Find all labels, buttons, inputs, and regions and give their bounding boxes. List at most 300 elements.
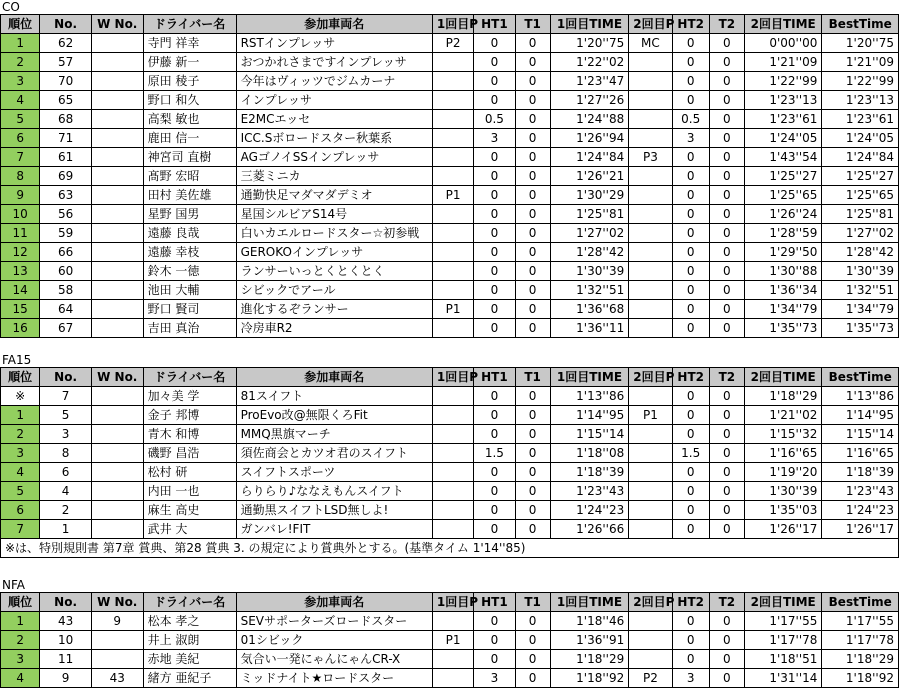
cell-run1-time: 1'30''39 (550, 262, 629, 281)
cell-rank: 16 (1, 319, 40, 338)
cell-driver-name: 吉田 真治 (143, 319, 236, 338)
cell-run2-penalty: P1 (629, 406, 672, 425)
section-title: CO (2, 0, 20, 14)
table-header-row (1, 593, 899, 612)
cell-run1-ht: 0 (474, 167, 515, 186)
cell-rank: 7 (1, 148, 40, 167)
cell-run2-t: 0 (709, 387, 744, 406)
cell-best-time: 1'18''92 (822, 669, 899, 688)
cell-best-time: 1'23''43 (822, 482, 899, 501)
cell-run1-t: 0 (515, 167, 550, 186)
cell-w-number (91, 631, 143, 650)
cell-run2-t: 0 (709, 501, 744, 520)
table-row (1, 463, 899, 482)
cell-run2-t: 0 (709, 167, 744, 186)
table-row (1, 53, 899, 72)
cell-rank: 13 (1, 262, 40, 281)
table-row (1, 281, 899, 300)
cell-run1-t: 0 (515, 425, 550, 444)
cell-w-number (91, 243, 143, 262)
cell-best-time: 1'15''14 (822, 425, 899, 444)
cell-best-time: 1'18''29 (822, 650, 899, 669)
cell-car-number: 43 (40, 612, 92, 631)
cell-run2-time: 1'16''65 (744, 444, 822, 463)
cell-car-number: 5 (40, 406, 92, 425)
cell-run2-t: 0 (709, 319, 744, 338)
column-header-run1-t: T1 (515, 15, 550, 34)
cell-best-time: 1'16''65 (822, 444, 899, 463)
cell-run2-penalty (629, 262, 672, 281)
results-table (0, 14, 899, 338)
cell-rank: 4 (1, 669, 40, 688)
cell-car-name: SEVサポーターズロードスター (236, 612, 432, 631)
cell-car-number: 61 (40, 148, 92, 167)
cell-w-number (91, 72, 143, 91)
cell-run1-time: 1'20''75 (550, 34, 629, 53)
cell-run1-ht: 0 (474, 281, 515, 300)
cell-driver-name: 髙野 宏昭 (143, 167, 236, 186)
cell-car-number: 4 (40, 482, 92, 501)
cell-run1-penalty (432, 387, 473, 406)
table-row (1, 319, 899, 338)
cell-run2-time: 1'30''88 (744, 262, 822, 281)
cell-run1-penalty (432, 224, 473, 243)
cell-run2-penalty (629, 300, 672, 319)
cell-run2-time: 1'17''55 (744, 612, 822, 631)
cell-rank: 3 (1, 72, 40, 91)
table-row (1, 482, 899, 501)
cell-run1-t: 0 (515, 53, 550, 72)
cell-run2-time: 1'24''05 (744, 129, 822, 148)
cell-driver-name: 赤地 美紀 (143, 650, 236, 669)
cell-car-name: 進化するぞランサー (236, 300, 432, 319)
cell-run2-ht: 0 (672, 205, 709, 224)
cell-run1-t: 0 (515, 91, 550, 110)
cell-run1-time: 1'24''23 (550, 501, 629, 520)
cell-run1-penalty (432, 406, 473, 425)
cell-run1-t: 0 (515, 319, 550, 338)
cell-car-name: らりらり♪ななえもんスイフト (236, 482, 432, 501)
cell-run1-t: 0 (515, 243, 550, 262)
cell-run1-time: 1'18''92 (550, 669, 629, 688)
cell-driver-name: 遠藤 良哉 (143, 224, 236, 243)
column-header-run1-ht: HT1 (474, 15, 515, 34)
results-table (0, 367, 899, 558)
cell-run2-ht: 0 (672, 650, 709, 669)
column-header-driver-name: ドライバー名 (143, 368, 236, 387)
column-header-rank: 順位 (1, 15, 40, 34)
results-table (0, 592, 899, 688)
cell-run2-time: 1'18''29 (744, 387, 822, 406)
cell-run1-ht: 0 (474, 612, 515, 631)
cell-run1-time: 1'18''46 (550, 612, 629, 631)
cell-run1-penalty (432, 205, 473, 224)
cell-w-number (91, 281, 143, 300)
cell-car-name: ProEvo改@無限くろFit (236, 406, 432, 425)
column-header-run2-time: 2回目TIME (744, 593, 822, 612)
cell-run2-penalty (629, 319, 672, 338)
section-nfa (0, 578, 899, 688)
cell-best-time: 1'17''78 (822, 631, 899, 650)
table-header-row (1, 368, 899, 387)
cell-driver-name: 井上 淑朗 (143, 631, 236, 650)
cell-run2-t: 0 (709, 612, 744, 631)
cell-car-name: E2MCエッセ (236, 110, 432, 129)
cell-run2-t: 0 (709, 444, 744, 463)
cell-run2-time: 1'35''03 (744, 501, 822, 520)
cell-run2-ht: 0 (672, 34, 709, 53)
cell-run2-t: 0 (709, 482, 744, 501)
cell-run2-ht: 0 (672, 463, 709, 482)
column-header-run1-penalty: 1回目P (432, 368, 473, 387)
note-row (1, 539, 899, 558)
cell-run1-time: 1'27''02 (550, 224, 629, 243)
cell-rank: 11 (1, 224, 40, 243)
cell-rank: 1 (1, 34, 40, 53)
column-header-rank: 順位 (1, 368, 40, 387)
column-header-car-name: 参加車両名 (236, 593, 432, 612)
cell-best-time: 1'34''79 (822, 300, 899, 319)
table-row (1, 612, 899, 631)
cell-car-name: 冷房車R2 (236, 319, 432, 338)
table-row (1, 406, 899, 425)
cell-w-number (91, 319, 143, 338)
cell-w-number (91, 520, 143, 539)
cell-run2-ht: 0 (672, 243, 709, 262)
cell-run2-ht: 0 (672, 406, 709, 425)
cell-car-name: おつかれさまですインプレッサ (236, 53, 432, 72)
cell-run1-ht: 0 (474, 186, 515, 205)
cell-run1-ht: 0 (474, 224, 515, 243)
column-header-run1-penalty: 1回目P (432, 15, 473, 34)
cell-car-name: MMQ黒旗マーチ (236, 425, 432, 444)
cell-w-number (91, 406, 143, 425)
column-header-run1-ht: HT1 (474, 593, 515, 612)
cell-run2-t: 0 (709, 72, 744, 91)
cell-run2-time: 1'15''32 (744, 425, 822, 444)
cell-run1-t: 0 (515, 148, 550, 167)
cell-run2-ht: 0 (672, 262, 709, 281)
cell-driver-name: 麻生 高史 (143, 501, 236, 520)
cell-run1-time: 1'18''08 (550, 444, 629, 463)
cell-car-name: 三菱ミニカ (236, 167, 432, 186)
cell-rank: 2 (1, 425, 40, 444)
cell-run1-penalty (432, 319, 473, 338)
footnote: ※は、特別規則書 第7章 賞典、第28 賞典 3. の規定により賞典外とする。(基準タイム 1'14''85) (1, 539, 899, 558)
cell-w-number (91, 205, 143, 224)
cell-run1-penalty (432, 53, 473, 72)
cell-run1-time: 1'36''11 (550, 319, 629, 338)
cell-run1-ht: 0 (474, 425, 515, 444)
section-fa15 (0, 353, 899, 558)
cell-driver-name: 神宮司 直樹 (143, 148, 236, 167)
cell-car-name: 81スイフト (236, 387, 432, 406)
cell-run2-ht: 0 (672, 612, 709, 631)
cell-w-number (91, 501, 143, 520)
cell-run2-penalty (629, 612, 672, 631)
cell-run1-time: 1'30''29 (550, 186, 629, 205)
cell-run2-t: 0 (709, 425, 744, 444)
table-row (1, 262, 899, 281)
cell-run2-penalty: MC (629, 34, 672, 53)
table-row (1, 444, 899, 463)
cell-run1-penalty: P1 (432, 186, 473, 205)
cell-run2-penalty (629, 110, 672, 129)
cell-run2-ht: 0 (672, 281, 709, 300)
cell-car-name: RSTインプレッサ (236, 34, 432, 53)
cell-rank: 5 (1, 482, 40, 501)
cell-run2-t: 0 (709, 520, 744, 539)
cell-run1-time: 1'26''21 (550, 167, 629, 186)
cell-run1-time: 1'15''14 (550, 425, 629, 444)
cell-run1-t: 0 (515, 612, 550, 631)
cell-run2-time: 1'22''99 (744, 72, 822, 91)
cell-w-number (91, 224, 143, 243)
cell-rank: 7 (1, 520, 40, 539)
cell-run2-penalty (629, 425, 672, 444)
cell-driver-name: 星野 国男 (143, 205, 236, 224)
cell-run1-ht: 0 (474, 148, 515, 167)
cell-car-number: 9 (40, 669, 92, 688)
cell-driver-name: 金子 邦博 (143, 406, 236, 425)
cell-run2-penalty (629, 631, 672, 650)
column-header-run1-ht: HT1 (474, 368, 515, 387)
cell-rank: 12 (1, 243, 40, 262)
cell-car-number: 2 (40, 501, 92, 520)
cell-run2-time: 1'21''02 (744, 406, 822, 425)
cell-best-time: 1'21''09 (822, 53, 899, 72)
cell-best-time: 1'24''23 (822, 501, 899, 520)
cell-run1-ht: 3 (474, 669, 515, 688)
cell-run2-penalty (629, 53, 672, 72)
column-header-car-name: 参加車両名 (236, 368, 432, 387)
cell-run1-t: 0 (515, 262, 550, 281)
column-header-car-name: 参加車両名 (236, 15, 432, 34)
cell-run2-penalty (629, 91, 672, 110)
cell-best-time: 1'25''81 (822, 205, 899, 224)
table-row (1, 387, 899, 406)
cell-rank: 4 (1, 463, 40, 482)
cell-run1-t: 0 (515, 224, 550, 243)
cell-run2-time: 1'23''61 (744, 110, 822, 129)
column-header-car-number: No. (40, 15, 92, 34)
cell-w-number (91, 53, 143, 72)
table-row (1, 243, 899, 262)
cell-car-number: 70 (40, 72, 92, 91)
cell-car-number: 57 (40, 53, 92, 72)
column-header-car-number: No. (40, 368, 92, 387)
column-header-driver-name: ドライバー名 (143, 593, 236, 612)
cell-run2-ht: 0 (672, 501, 709, 520)
cell-run2-time: 1'29''50 (744, 243, 822, 262)
column-header-run1-t: T1 (515, 368, 550, 387)
cell-run2-penalty (629, 186, 672, 205)
cell-run1-ht: 0 (474, 650, 515, 669)
cell-best-time: 1'27''02 (822, 224, 899, 243)
cell-rank: 6 (1, 501, 40, 520)
cell-run1-time: 1'24''88 (550, 110, 629, 129)
cell-best-time: 1'26''17 (822, 520, 899, 539)
cell-run1-t: 0 (515, 669, 550, 688)
cell-car-number: 8 (40, 444, 92, 463)
table-row (1, 300, 899, 319)
cell-rank: 6 (1, 129, 40, 148)
cell-run2-time: 1'23''13 (744, 91, 822, 110)
table-row (1, 669, 899, 688)
column-header-w-number: W No. (91, 15, 143, 34)
cell-rank: 2 (1, 53, 40, 72)
column-header-run2-ht: HT2 (672, 368, 709, 387)
cell-run1-t: 0 (515, 300, 550, 319)
cell-run1-t: 0 (515, 129, 550, 148)
cell-run1-ht: 0 (474, 205, 515, 224)
column-header-run2-time: 2回目TIME (744, 368, 822, 387)
cell-car-number: 58 (40, 281, 92, 300)
cell-car-number: 69 (40, 167, 92, 186)
cell-driver-name: 田村 美佐雄 (143, 186, 236, 205)
cell-run1-penalty (432, 91, 473, 110)
cell-run1-ht: 0 (474, 243, 515, 262)
cell-run1-ht: 0 (474, 520, 515, 539)
cell-run2-t: 0 (709, 224, 744, 243)
cell-run1-t: 0 (515, 281, 550, 300)
cell-run2-penalty (629, 387, 672, 406)
table-row (1, 224, 899, 243)
cell-driver-name: 武井 大 (143, 520, 236, 539)
cell-run1-time: 1'24''84 (550, 148, 629, 167)
cell-run1-time: 1'27''26 (550, 91, 629, 110)
column-header-best-time: BestTime (822, 593, 899, 612)
cell-run1-t: 0 (515, 463, 550, 482)
cell-driver-name: 緒方 亜紀子 (143, 669, 236, 688)
cell-run2-t: 0 (709, 262, 744, 281)
cell-run1-t: 0 (515, 501, 550, 520)
cell-car-number: 67 (40, 319, 92, 338)
cell-rank: 15 (1, 300, 40, 319)
cell-run1-ht: 0 (474, 262, 515, 281)
column-header-run2-time: 2回目TIME (744, 15, 822, 34)
cell-best-time: 1'17''55 (822, 612, 899, 631)
column-header-w-number: W No. (91, 593, 143, 612)
cell-driver-name: 池田 大輔 (143, 281, 236, 300)
cell-run2-penalty (629, 224, 672, 243)
cell-run1-ht: 0 (474, 53, 515, 72)
section-co (0, 0, 899, 338)
cell-run1-time: 1'25''81 (550, 205, 629, 224)
table-row (1, 72, 899, 91)
table-row (1, 167, 899, 186)
cell-run2-ht: 0 (672, 387, 709, 406)
cell-rank: 8 (1, 167, 40, 186)
cell-run2-t: 0 (709, 186, 744, 205)
cell-run2-penalty (629, 167, 672, 186)
cell-car-name: 通勤黒スイフトLSD無しよ! (236, 501, 432, 520)
cell-run1-penalty (432, 669, 473, 688)
cell-run2-t: 0 (709, 129, 744, 148)
cell-run2-ht: 0 (672, 186, 709, 205)
cell-best-time: 1'35''73 (822, 319, 899, 338)
cell-run1-penalty (432, 243, 473, 262)
cell-run2-time: 1'19''20 (744, 463, 822, 482)
column-header-run1-time: 1回目TIME (550, 593, 629, 612)
cell-run1-ht: 0.5 (474, 110, 515, 129)
cell-w-number (91, 387, 143, 406)
cell-run1-penalty: P1 (432, 300, 473, 319)
cell-run2-time: 1'31''14 (744, 669, 822, 688)
cell-run1-penalty (432, 167, 473, 186)
cell-car-number: 1 (40, 520, 92, 539)
cell-run1-ht: 0 (474, 300, 515, 319)
cell-rank: ※ (1, 387, 40, 406)
cell-w-number: 9 (91, 612, 143, 631)
cell-run2-penalty (629, 243, 672, 262)
cell-run1-t: 0 (515, 186, 550, 205)
cell-car-name: 今年はヴィッツでジムカーナ (236, 72, 432, 91)
cell-run1-penalty (432, 501, 473, 520)
cell-run1-time: 1'22''02 (550, 53, 629, 72)
column-header-run1-t: T1 (515, 593, 550, 612)
cell-run2-time: 1'25''27 (744, 167, 822, 186)
cell-run1-t: 0 (515, 650, 550, 669)
cell-run2-penalty: P3 (629, 148, 672, 167)
cell-w-number: 43 (91, 669, 143, 688)
cell-driver-name: 高梨 敏也 (143, 110, 236, 129)
table-row (1, 425, 899, 444)
cell-car-name: ICC.Sボロードスター秋葉系 (236, 129, 432, 148)
cell-run2-penalty (629, 520, 672, 539)
cell-run2-t: 0 (709, 110, 744, 129)
cell-run1-time: 1'23''47 (550, 72, 629, 91)
cell-run1-ht: 0 (474, 34, 515, 53)
cell-run1-time: 1'18''39 (550, 463, 629, 482)
cell-run1-time: 1'13''86 (550, 387, 629, 406)
cell-run1-t: 0 (515, 444, 550, 463)
cell-run1-time: 1'23''43 (550, 482, 629, 501)
table-row (1, 650, 899, 669)
cell-run2-penalty (629, 501, 672, 520)
cell-run1-penalty (432, 425, 473, 444)
cell-best-time: 1'14''95 (822, 406, 899, 425)
cell-run2-ht: 0 (672, 482, 709, 501)
column-header-w-number: W No. (91, 368, 143, 387)
cell-run2-penalty (629, 281, 672, 300)
cell-run1-penalty: P2 (432, 34, 473, 53)
cell-car-number: 3 (40, 425, 92, 444)
cell-run1-ht: 0 (474, 406, 515, 425)
cell-run2-ht: 0 (672, 72, 709, 91)
cell-run2-t: 0 (709, 406, 744, 425)
cell-run2-time: 1'25''65 (744, 186, 822, 205)
cell-run1-ht: 0 (474, 319, 515, 338)
cell-run1-time: 1'26''66 (550, 520, 629, 539)
cell-car-number: 64 (40, 300, 92, 319)
cell-run1-time: 1'18''29 (550, 650, 629, 669)
cell-car-number: 65 (40, 91, 92, 110)
cell-driver-name: 松本 孝之 (143, 612, 236, 631)
column-header-run2-penalty: 2回目P (629, 368, 672, 387)
cell-best-time: 1'25''27 (822, 167, 899, 186)
column-header-run1-time: 1回目TIME (550, 368, 629, 387)
cell-run1-ht: 1.5 (474, 444, 515, 463)
table-header-row (1, 15, 899, 34)
cell-run2-ht: 1.5 (672, 444, 709, 463)
table-row (1, 34, 899, 53)
cell-w-number (91, 482, 143, 501)
cell-rank: 9 (1, 186, 40, 205)
cell-car-number: 56 (40, 205, 92, 224)
cell-run2-ht: 0 (672, 148, 709, 167)
cell-run1-ht: 3 (474, 129, 515, 148)
